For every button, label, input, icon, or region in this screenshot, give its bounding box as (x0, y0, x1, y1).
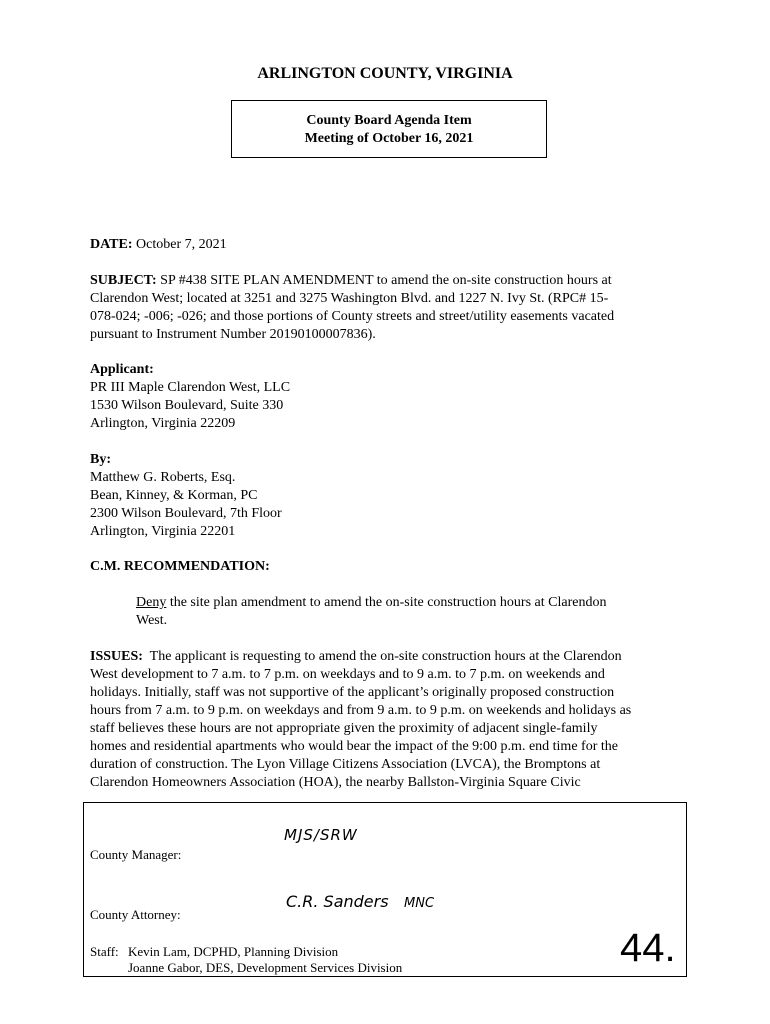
agenda-item-box (231, 100, 547, 158)
agenda-number: 44. (620, 926, 676, 970)
issues-text-6: homes and residential apartments who would bear the impact of the 9:00 p.m. end time for the (90, 739, 618, 754)
deny-word: Deny (136, 595, 167, 610)
issues-line-1 (90, 648, 710, 666)
applicant-name: PR III Maple Clarendon West, LLC (90, 380, 291, 395)
subject-text-2: Clarendon West; located at 3251 and 3275 Washington Blvd. and 1227 N. Ivy St. (RPC# 15- (90, 291, 609, 306)
recommendation-text (136, 594, 676, 630)
subject-section (90, 272, 685, 344)
date-label: DATE: (90, 237, 133, 252)
county-attorney-signature: C.R. Sanders (286, 892, 389, 911)
date-value: October 7, 2021 (136, 237, 227, 252)
issues-text-1: The applicant is requesting to amend the on-site construction hours at the Clarendon (142, 649, 622, 664)
recommendation-line-2: West. (136, 613, 168, 628)
county-attorney-initials: MNC (404, 896, 435, 911)
subject-text-1: SP #438 SITE PLAN AMENDMENT to amend the on-site construction hours at (160, 273, 612, 288)
issues-text-2: West development to 7 a.m. to 7 p.m. on weekdays and to 9 a.m. to 7 p.m. on weekends and (90, 667, 605, 682)
subject-text-3: 078-024; -006; -026; and those portions of County streets and street/utility easements vacated (90, 309, 615, 324)
applicant-address-2: Arlington, Virginia 22209 (90, 416, 236, 431)
issues-text-8: Clarendon Homeowners Association (HOA), the nearby Ballston-Virginia Square Civic (90, 775, 581, 790)
by-name: Matthew G. Roberts, Esq. (90, 470, 236, 485)
recommendation-rest: the site plan amendment to amend the on-site construction hours at Clarendon (166, 595, 607, 610)
subject-line-1 (90, 272, 685, 290)
by-address-1: 2300 Wilson Boulevard, 7th Floor (90, 506, 282, 521)
document-title: ARLINGTON COUNTY, VIRGINIA (257, 65, 513, 82)
meeting-date: Meeting of October 16, 2021 (304, 131, 474, 146)
by-firm: Bean, Kinney, & Korman, PC (90, 488, 258, 503)
issues-label: ISSUES: (90, 649, 143, 664)
issues-text-3: holidays. Initially, staff was not supportive of the applicant’s originally proposed construction (90, 685, 615, 700)
agenda-item-label: County Board Agenda Item (306, 113, 472, 128)
issues-text-4: hours from 7 a.m. to 9 p.m. on weekdays and from 9 a.m. to 9 p.m. on weekends and holidays as (90, 703, 632, 718)
county-manager-label: County Manager: (90, 847, 182, 862)
issues-text-5: staff believes these hours are not appropriate given the proximity of adjacent single-family (90, 721, 598, 736)
staff-line-2: Joanne Gabor, DES, Development Services Division (128, 960, 403, 975)
applicant-address-1: 1530 Wilson Boulevard, Suite 330 (90, 398, 284, 413)
by-section (90, 451, 685, 541)
county-manager-initials: MJS/SRW (284, 826, 358, 844)
by-label: By: (90, 452, 111, 467)
county-attorney-label: County Attorney: (90, 907, 181, 922)
issues-text-7: duration of construction. The Lyon Village Citizens Association (LVCA), the Bromptons at (90, 757, 601, 772)
date-line (90, 236, 685, 254)
recommendation-line-1 (136, 594, 676, 612)
subject-text-4: pursuant to Instrument Number 20190100007836). (90, 327, 376, 342)
by-address-2: Arlington, Virginia 22201 (90, 524, 236, 539)
applicant-section (90, 361, 685, 433)
issues-section (90, 648, 710, 792)
applicant-label: Applicant: (90, 362, 154, 377)
recommendation-label: C.M. RECOMMENDATION: (90, 559, 270, 574)
staff-label: Staff: (90, 944, 119, 959)
staff-line-1: Kevin Lam, DCPHD, Planning Division (128, 944, 339, 959)
subject-label: SUBJECT: (90, 273, 157, 288)
